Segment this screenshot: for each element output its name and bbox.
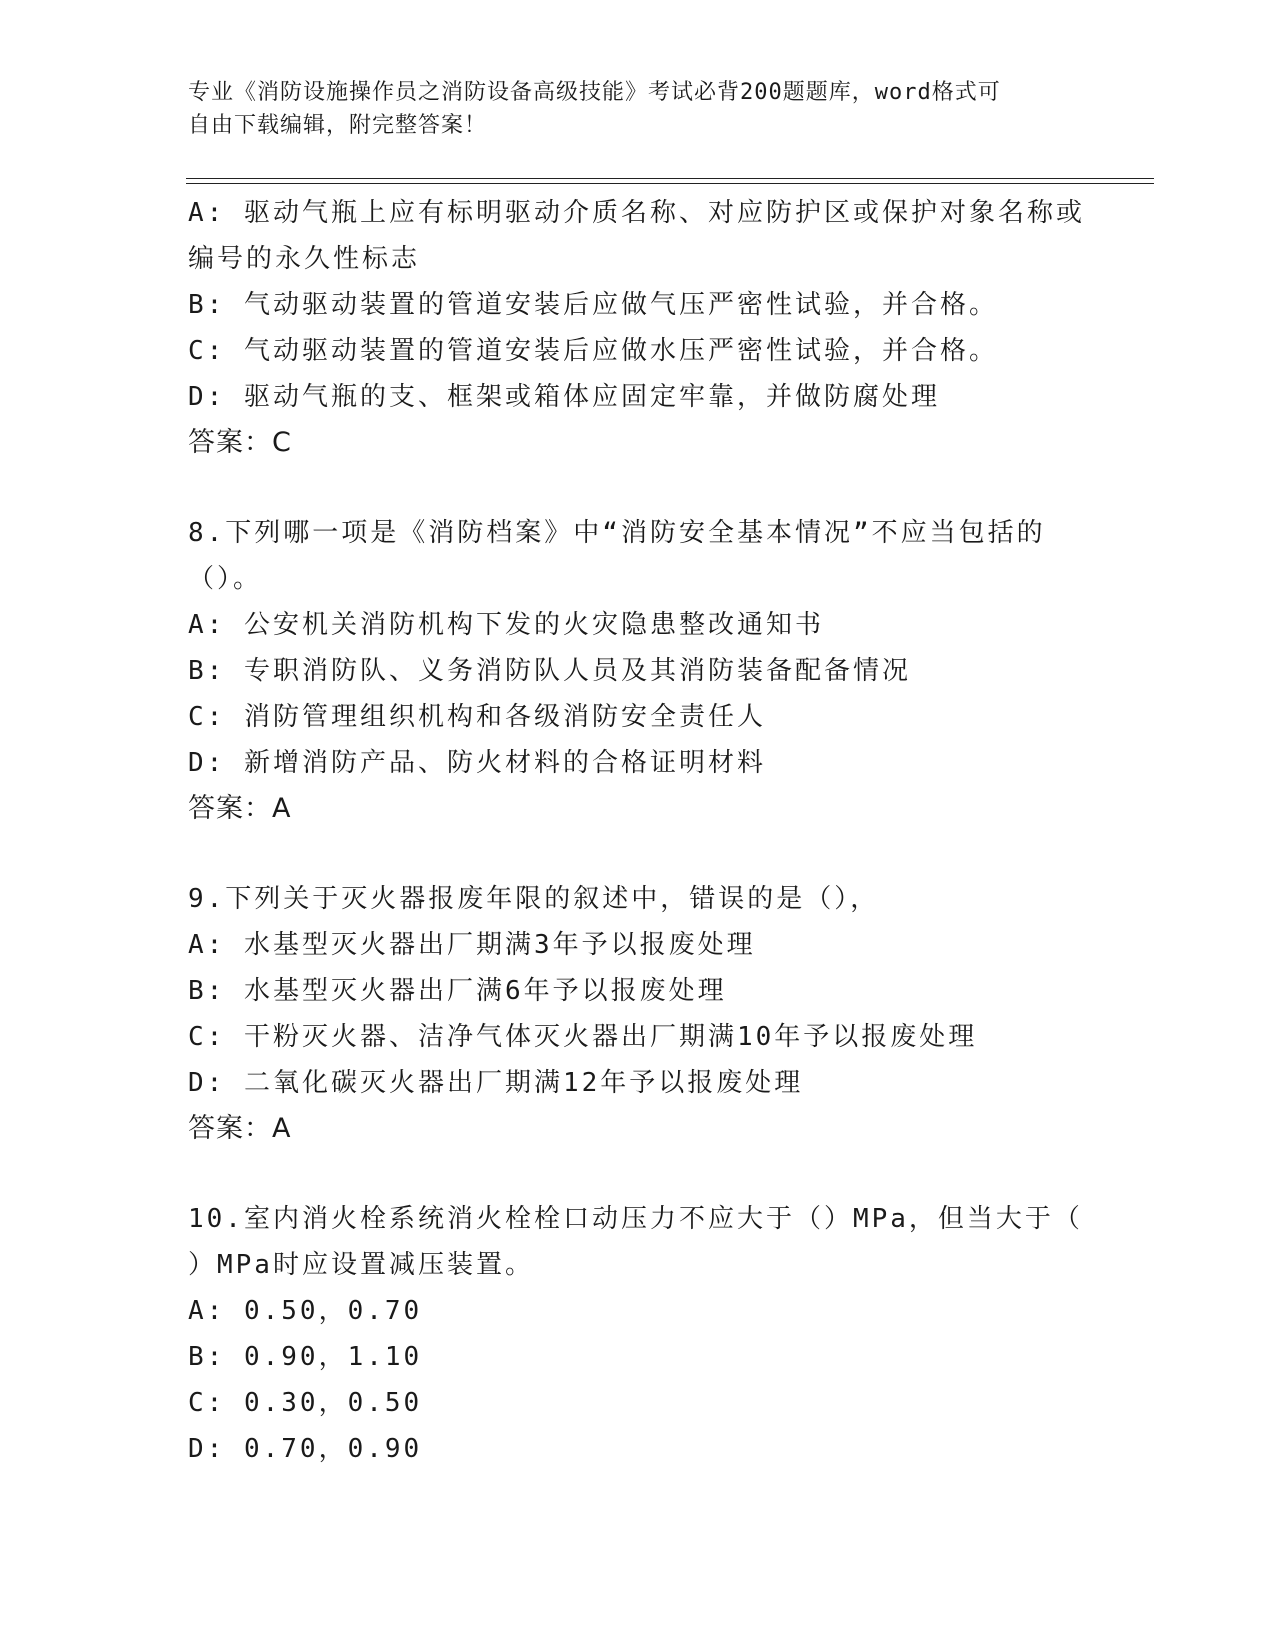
header-divider-top — [186, 178, 1154, 179]
q9-option-d: D: 二氧化碳灭火器出厂期满12年予以报废处理 — [188, 1068, 804, 1098]
q10-option-d: D: 0.70，0.90 — [188, 1434, 423, 1464]
question-content — [188, 190, 1088, 1472]
q8-option-d: D: 新增消防产品、防火材料的合格证明材料 — [188, 748, 766, 778]
question-7-block — [188, 190, 1088, 466]
q10-option-a: A: 0.50，0.70 — [188, 1296, 423, 1326]
q8-question-line-1: 8.下列哪一项是《消防档案》中“消防安全基本情况”不应当包括的 — [188, 518, 1046, 548]
q7-option-d: D: 驱动气瓶的支、框架或箱体应固定牢靠，并做防腐处理 — [188, 382, 940, 412]
q8-answer: 答案：A — [188, 793, 292, 824]
q9-option-b: B: 水基型灭火器出厂满6年予以报废处理 — [188, 976, 727, 1006]
q8-option-b: B: 专职消防队、义务消防队人员及其消防装备配备情况 — [188, 656, 911, 686]
q7-option-b: B: 气动驱动装置的管道安装后应做气压严密性试验，并合格。 — [188, 290, 998, 320]
header-divider-bottom — [186, 183, 1154, 184]
q9-option-a: A: 水基型灭火器出厂期满3年予以报废处理 — [188, 930, 756, 960]
question-8-block — [188, 510, 1088, 832]
q7-option-a-line-2: 编号的永久性标志 — [188, 244, 421, 274]
spacer — [188, 466, 1088, 510]
q8-option-a: A: 公安机关消防机构下发的火灾隐患整改通知书 — [188, 610, 824, 640]
q7-option-a-line-1: A: 驱动气瓶上应有标明驱动介质名称、对应防护区或保护对象名称或 — [188, 198, 1085, 228]
q7-option-c: C: 气动驱动装置的管道安装后应做水压严密性试验，并合格。 — [188, 336, 998, 366]
q10-question-line-2: ）MPa时应设置减压装置。 — [188, 1250, 534, 1280]
q10-option-c: C: 0.30，0.50 — [188, 1388, 423, 1418]
question-10-block — [188, 1196, 1088, 1472]
q9-option-c: C: 干粉灭火器、洁净气体灭火器出厂期满10年予以报废处理 — [188, 1022, 978, 1052]
header-line-2: 自由下载编辑，附完整答案！ — [188, 113, 488, 138]
document-header — [188, 76, 1068, 142]
spacer — [188, 832, 1088, 876]
question-9-block — [188, 876, 1088, 1152]
q9-question: 9.下列关于灭火器报废年限的叙述中，错误的是（）， — [188, 884, 880, 914]
q8-option-c: C: 消防管理组织机构和各级消防安全责任人 — [188, 702, 766, 732]
q7-answer: 答案：C — [188, 427, 292, 458]
header-line-1: 专业《消防设施操作员之消防设备高级技能》考试必背200题题库，word格式可 — [188, 80, 1001, 105]
q8-question-line-2: （）。 — [188, 564, 263, 594]
q10-option-b: B: 0.90，1.10 — [188, 1342, 423, 1372]
q9-answer: 答案：A — [188, 1113, 292, 1144]
q10-question-line-1: 10.室内消火栓系统消火栓栓口动压力不应大于（）MPa，但当大于（ — [188, 1204, 1083, 1234]
spacer — [188, 1152, 1088, 1196]
